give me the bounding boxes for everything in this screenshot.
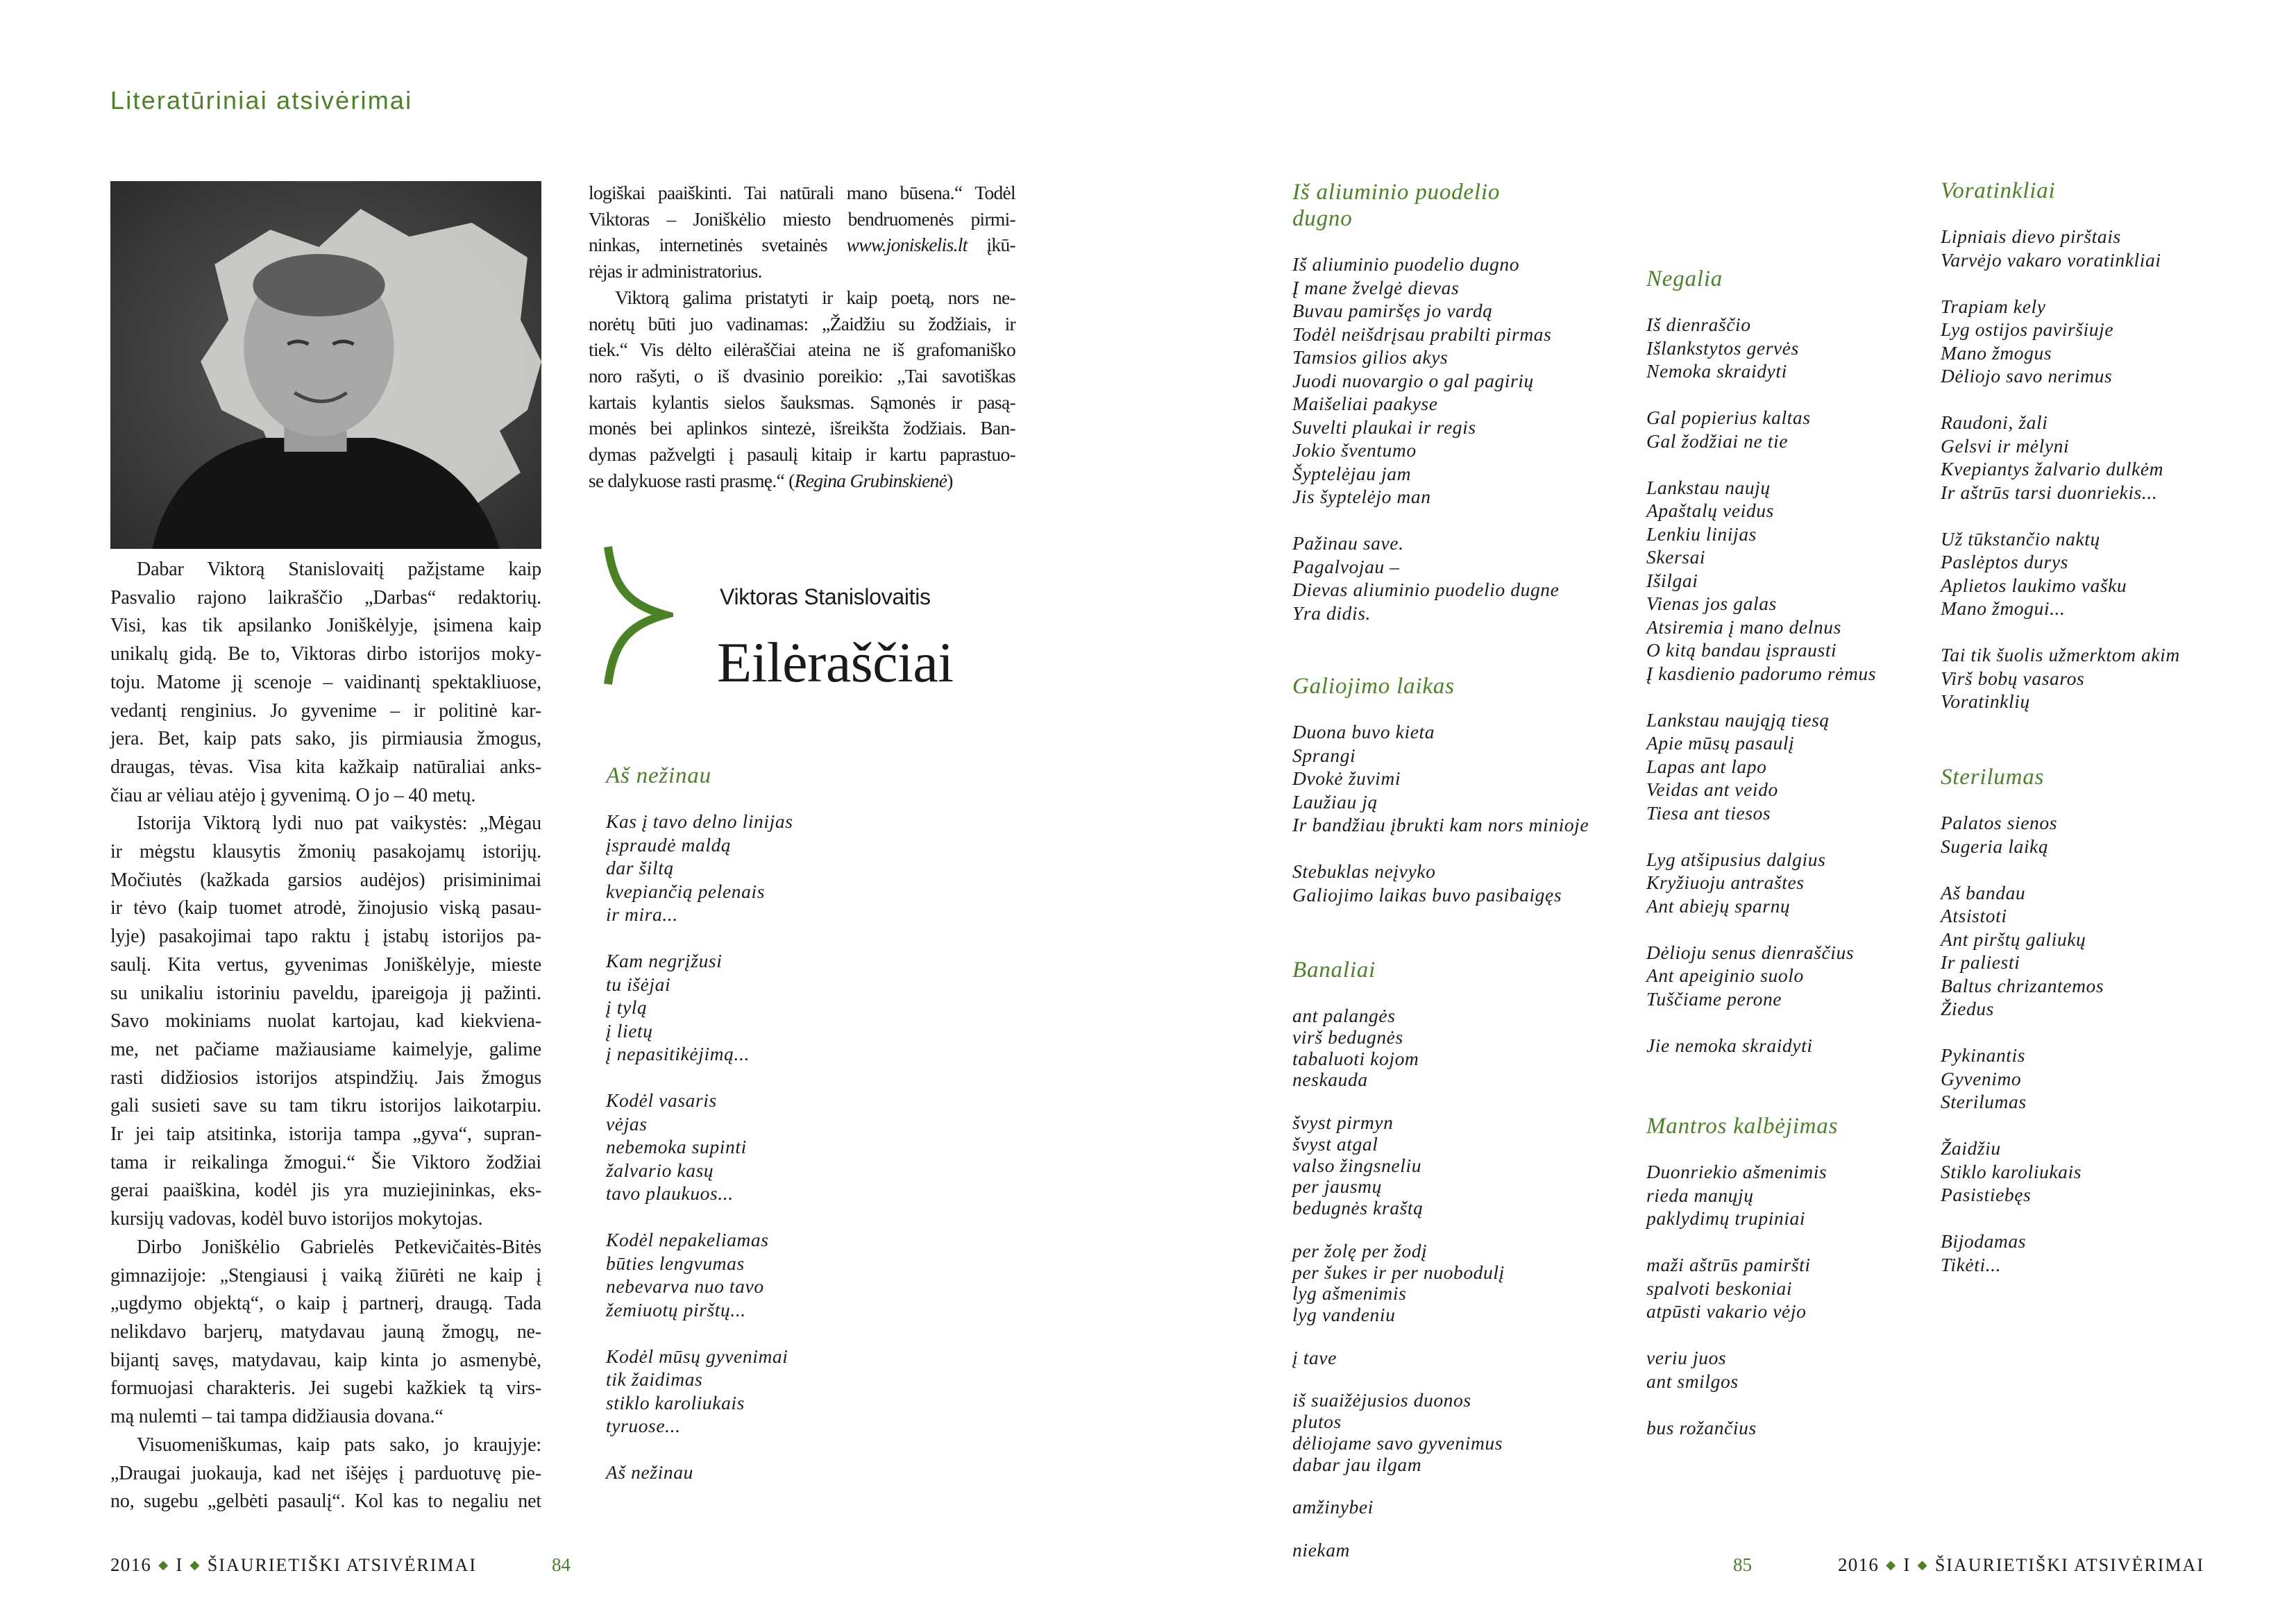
stanza (1941, 881, 2104, 1021)
poem-line: tik žaidimas (606, 1368, 703, 1390)
stanza (1941, 295, 2180, 388)
poem-line: Iš aliuminio puodelio dugno (1292, 253, 1520, 275)
poem (1646, 266, 1876, 1080)
poem-line: Gal žodžiai ne tie (1646, 430, 1789, 452)
text-segment: įkū- (967, 234, 1015, 256)
text-line: vedantį renginius. Jo gyvenime – ir politinė kar- (110, 699, 541, 722)
poem-line: spalvoti beskoniai (1646, 1277, 1793, 1299)
poem-line: Trapiam kely (1941, 295, 2046, 317)
stanza (1292, 1112, 1505, 1219)
text-line: jera. Bet, kaip pats sako, jis pirmiausia žmogus, (110, 728, 541, 750)
text-line: Dabar Viktorą Stanislovaitį pažįstame kaip (137, 559, 541, 580)
stanza (606, 1228, 793, 1321)
poem-line: Yra didis. (1292, 602, 1371, 624)
stanza (1646, 406, 1876, 452)
text-line (589, 468, 1015, 494)
footer-publication: ŠIAURIETIŠKI ATSIVĖRIMAI (207, 1555, 477, 1575)
poem-line: Žiedus (1941, 998, 1994, 1019)
poem-line: tyruose... (606, 1415, 681, 1436)
green-bracket-icon (604, 545, 673, 686)
poem-line: Varvėjo vakaro voratinkliai (1941, 248, 2161, 271)
poem (1292, 673, 1589, 930)
intro-column-2 (589, 180, 1015, 493)
text-line: nelikdavo barjerų, matydavau jauną žmogų, ne- (110, 1320, 541, 1343)
text-line: Savo mokiniams nuolat kartojau, kad kiekviena- (110, 1010, 541, 1033)
poem-line: Apaštalų veidus (1646, 500, 1774, 521)
poem-line: Paslėptos durys (1941, 551, 2068, 572)
poem-title: Banaliai (1292, 958, 1376, 983)
stanza (1941, 1230, 2104, 1276)
text-line: me, net pačiame mažiausiame kaimelyje, galime (110, 1038, 541, 1060)
poem-line: dar šiltą (606, 857, 674, 878)
poem-line: Jis šyptelėjo man (1292, 486, 1431, 507)
poem-line: valso žingsneliu (1292, 1154, 1422, 1176)
text-line: gerai paaiškina, kodėl jis yra muziejininkas, eks- (110, 1180, 541, 1202)
poem-line: į tylą (606, 996, 648, 1018)
poem-line: Kryžiuoju antraštes (1646, 872, 1805, 893)
text-line: su unikaliu istoriniu paveldu, įpareigoja jį pažinti. (110, 982, 541, 1004)
poem-line: niekam (1292, 1538, 1351, 1561)
poem-line: Lenkiu linijas (1646, 522, 1757, 545)
poem-line: Dėlioju senus dienraščius (1646, 941, 1855, 963)
paragraph (110, 1431, 541, 1516)
text-line: Dirbo Joniškėlio Gabrielės Petkevičaitės-Bitės (137, 1236, 541, 1258)
poem-line: Pagalvojau – (1292, 555, 1400, 577)
poem-line: Išlankstytos gervės (1646, 337, 1799, 359)
stanza (606, 1089, 793, 1205)
stanza (1292, 1348, 1505, 1369)
poem-line: Gal popierius kaltas (1646, 407, 1811, 428)
poem-line: Kvepiantys žalvario dulkėm (1941, 458, 2164, 479)
footer-issue: I (1903, 1554, 1911, 1575)
section-title: Literatūriniai atsivėrimai (110, 86, 413, 114)
poem-line: Lankstau naująją tiesą (1646, 708, 1830, 731)
poem-title: Negalia (1646, 266, 1723, 291)
poem-line: ant palangės (1292, 1005, 1396, 1026)
diamond-icon: ◆ (158, 1558, 169, 1572)
poem-line: Išilgai (1646, 569, 1698, 591)
poem-title: Iš aliuminio puodelio dugno (1292, 180, 1501, 231)
poem-line: Ir bandžiau įbrukti kam nors minioje (1292, 814, 1589, 835)
stanza (1646, 476, 1876, 686)
stanza (1646, 1253, 1838, 1323)
poem-line: Lipniais dievo pirštais (1941, 226, 2121, 247)
poem (1941, 178, 2180, 736)
intro-column-1 (110, 556, 541, 1516)
stanza (1292, 720, 1589, 837)
poem-title: Aš nežinau (606, 763, 711, 788)
text-line: Visi, kas tik apsilanko Joniškėlyje, įsimena kaip (110, 615, 541, 637)
poem-line: Ir aštrūs tarsi duonriekis... (1941, 481, 2158, 503)
stanza (1646, 708, 1876, 825)
poem-line: Lyg ostijos paviršiuje (1941, 318, 2114, 340)
text-line: Pasvalio rajono laikraščio „Darbas“ redaktorių. (110, 586, 541, 609)
poem-line: tavo plaukuos... (606, 1182, 734, 1204)
poem-line: Skersai (1646, 546, 1706, 568)
text-line: noro rašyti, o iš dvasinio poreikio: „Tai savotiškas (589, 364, 1015, 386)
poem-line: Nemoka skraidyti (1646, 360, 1787, 382)
poem-line: Todėl neišdrįsau prabilti pirmas (1292, 323, 1552, 345)
poem-line: per jausmų (1292, 1175, 1382, 1198)
text-line: unikalų gidą. Be to, Viktoras dirbo istorijos moky- (110, 643, 541, 665)
paragraph (589, 180, 1015, 284)
poem-line: į tave (1292, 1346, 1337, 1368)
diamond-icon: ◆ (189, 1558, 201, 1572)
stanza (1646, 941, 1876, 1011)
poem-line: Apie mūsų pasaulį (1646, 732, 1795, 754)
text-line: bijantį savęs, matydavau, kaip kinta jo asmenybė, (110, 1349, 541, 1371)
text-line: kursijų vadovas, kodėl buvo istorijos mokytojas. (110, 1208, 483, 1230)
poem-line: Juodi nuovargio o gal pagirių (1292, 369, 1534, 391)
poem-line: Pasistiebęs (1941, 1184, 2032, 1205)
footer-publication: ŠIAURIETIŠKI ATSIVĖRIMAI (1934, 1555, 2204, 1575)
stanza (1646, 848, 1876, 918)
stanza (1941, 1044, 2104, 1114)
poem-line: vėjas (606, 1112, 648, 1135)
poem-line: Duona buvo kieta (1292, 721, 1435, 742)
stanza (1292, 860, 1589, 906)
poem-line: Į mane žvelgė dievas (1292, 276, 1460, 298)
poem-line: Jie nemoka skraidyti (1646, 1034, 1813, 1056)
poem-line: įspraudė maldą (606, 833, 732, 856)
poem-line: Palatos sienos (1941, 812, 2058, 833)
text-line: rasti didžiosios istorijos atspindžių. Jais žmogus (110, 1067, 541, 1089)
poem-line: lyg vandeniu (1292, 1304, 1396, 1326)
text-line: dymas pažvelgti į pasaulį kitaip ir kartu paprastuo- (589, 443, 1015, 466)
poem-line: Kodėl vasaris (606, 1089, 717, 1111)
text-line: Viktorą galima pristatyti ir kaip poetą, nors ne- (615, 286, 1015, 308)
poem-line: Kam negrįžusi (606, 950, 723, 971)
poem-line: iš suaižėjusios duonos (1292, 1389, 1471, 1411)
poem-line: Atsiremia į mano delnus (1646, 615, 1841, 638)
poem (1292, 179, 1560, 648)
italic-text: Regina Grubinskienė (794, 469, 947, 491)
poem-line: Kas į tavo delno linijas (606, 810, 793, 832)
poem-title: Mantros kalbėjimas (1646, 1114, 1839, 1139)
poem-line: Į kasdienio padorumo rėmus (1646, 662, 1877, 684)
poem-line: Jokio šventumo (1292, 439, 1417, 461)
text-line: Visuomeniškumas, kaip pats sako, jo kraujyje: (137, 1434, 541, 1456)
poem-line: Dievas aliuminio puodelio dugne (1292, 579, 1560, 600)
footer-issue: I (176, 1554, 183, 1575)
text-line (589, 232, 1015, 258)
poem-title: Galiojimo laikas (1292, 674, 1455, 699)
poem-line: Veidas ant veido (1646, 779, 1778, 800)
poem-line: būties lengvumas (606, 1252, 745, 1274)
poem-line: Ir paliesti (1941, 951, 2020, 973)
stanza (1646, 1416, 1838, 1440)
stanza (1292, 1390, 1505, 1475)
text-line: logiškai paaiškinti. Tai natūrali mano būsena.“ Todėl (589, 182, 1015, 203)
poem-line: Aš bandau (1941, 881, 2026, 903)
text-segment: se dalykuose rasti prasmę.“ ( (589, 469, 795, 491)
poem-line: Maišeliai paakyse (1292, 393, 1438, 414)
text-line: Ir jei taip atsitinka, istorija tampa „gyva“, supran- (110, 1123, 541, 1146)
text-line: ir tėvo (kaip tuomet atrodė, žinojusio viską pasau- (110, 897, 541, 919)
poem-line: į lietų (606, 1019, 653, 1042)
poem-line: nebemoka supinti (606, 1136, 747, 1157)
poem-line: Gyvenimo (1941, 1067, 2022, 1089)
italic-text: www.joniskelis.lt (846, 234, 968, 256)
poem-line: Laužiau ją (1292, 790, 1378, 813)
stanza (606, 1461, 793, 1484)
poem-line: Baltus chrizantemos (1941, 974, 2104, 996)
paragraph (110, 1234, 541, 1431)
poem-line: Gelsvi ir mėlyni (1941, 434, 2070, 457)
paragraph (589, 284, 1015, 494)
poem-line: nebevarva nuo tavo (606, 1275, 764, 1297)
stanza (1941, 1137, 2104, 1207)
poem-line: Tuščiame perone (1646, 987, 1782, 1010)
poem-line: Šyptelėjau jam (1292, 462, 1412, 484)
text-line: Istorija Viktorą lydi nuo pat vaikystės: „Mėgau (137, 813, 541, 835)
poem-line: Dvokė žuvimi (1292, 767, 1401, 789)
text-segment: ninkas, internetinės svetainės (589, 234, 847, 256)
page-number-left: 84 (552, 1554, 571, 1575)
poem-line: Buvau pamiršęs jo vardą (1292, 300, 1493, 321)
stanza (1292, 1241, 1505, 1326)
poem-line: Stebuklas neįvyko (1292, 860, 1436, 882)
poem-line: bedugnės kraštą (1292, 1197, 1424, 1219)
poem-line: Suvelti plaukai ir regis (1292, 416, 1476, 438)
poem-line: Kodėl nepakeliamas (606, 1229, 769, 1250)
poem-line: į nepasitikėjimą... (606, 1043, 750, 1064)
poem-line: Tamsios gilios akys (1292, 346, 1449, 368)
stanza (606, 949, 793, 1066)
text-line: lyje) pasakojimai tapo raktu į įstabų istorijos pa- (110, 926, 541, 948)
poem (606, 763, 793, 1507)
paragraph (110, 810, 541, 1234)
text-line: „Draugai juokauja, kad net išėjęs į parduotuvę pie- (110, 1462, 541, 1484)
poem-line: ir mira... (606, 903, 678, 925)
poem-line: O kitą bandau įsprausti (1646, 639, 1837, 661)
stanza (1292, 1540, 1505, 1561)
poem-line: tu išėjai (606, 973, 671, 995)
poem-line: Lankstau naujų (1646, 476, 1771, 498)
text-line: norėtų būti juo vadinamas: „Žaidžiu su žodžiais, ir (589, 312, 1015, 334)
poem-line: Ant abiejų sparnų (1646, 894, 1791, 917)
text-line: toju. Matome jį scenoje – vaidinantį spektakliuose, (110, 671, 541, 693)
footer-right (1838, 1554, 2204, 1576)
poem-line: Žaidžiu (1941, 1137, 2001, 1159)
text-line: ir mėgstu klausytis žmonių pasakojamų istorijų. (110, 841, 541, 863)
poem-line: žalvario kasų (606, 1159, 714, 1181)
poem-line: veriu juos (1646, 1347, 1727, 1368)
stanza (1941, 527, 2180, 620)
paragraph (110, 556, 541, 810)
poem-line: lyg ašmenimis (1292, 1282, 1407, 1305)
poem-line: Iš dienraščio (1646, 314, 1751, 335)
text-line: kartais kylantis sielos šauksmas. Sąmonės ir pasą- (589, 391, 1015, 413)
poem-line: Virš bobų vasaros (1941, 667, 2085, 689)
text-line: tama ir reikalinga žmogui.“ Šie Viktoro žodžiai (110, 1151, 541, 1173)
text-line: rėjas ir administratorius. (589, 260, 762, 282)
text-line: draugas, tėvas. Visa kita kažkaip natūraliai anks- (110, 756, 541, 778)
poem-line: per žolę per žodį (1292, 1239, 1428, 1261)
portrait-image (110, 181, 541, 549)
stanza (606, 1345, 793, 1438)
footer-year: 2016 (110, 1554, 152, 1575)
poem-line: Aplietos laukimo vašku (1941, 574, 2127, 596)
poem-line: Galiojimo laikas buvo pasibaigęs (1292, 883, 1562, 906)
poem (1646, 1113, 1838, 1463)
poem-line: Vienas jos galas (1646, 593, 1777, 614)
poem-line: Duonriekio ašmenimis (1646, 1161, 1827, 1182)
stanza (1646, 1034, 1876, 1057)
poem-line: Bijodamas (1941, 1230, 2027, 1252)
poem-line: švyst pirmyn (1292, 1111, 1394, 1133)
stanza (1941, 411, 2180, 504)
poet-name: Viktoras Stanislovaitis (720, 584, 931, 609)
poem-line: Sugeria laiką (1941, 835, 2049, 857)
text-line: gali susieti save su tam tikru istorijos laikotarpiu. (110, 1095, 541, 1117)
text-line: mą nulemti – tai tampa didžiausia dovana.“ (110, 1406, 444, 1428)
text-line: no, sugebu „gelbėti pasaulį“. Kol kas to negaliu net (110, 1490, 541, 1513)
poem-line: Lyg atšipusius dalgius (1646, 848, 1826, 870)
poem-line: Aš nežinau (606, 1461, 693, 1483)
poem-line: maži aštrūs pamiršti (1646, 1254, 1811, 1275)
poem-line: paklydimų trupiniai (1646, 1207, 1806, 1229)
poem-line: Dėliojo savo nerimus (1941, 365, 2113, 386)
footer-left (110, 1554, 477, 1576)
text-line: monės bei aplinkos sintezė, išreikšta žodžiais. Ban- (589, 417, 1015, 439)
poem-line: Kodėl mūsų gyvenimai (606, 1345, 788, 1367)
poem-line: dabar jau ilgam (1292, 1453, 1422, 1475)
poem-line: plutos (1292, 1411, 1342, 1433)
poem-line: Pykinantis (1941, 1044, 2026, 1066)
stanza (1941, 643, 2180, 713)
stanza (1646, 1160, 1838, 1230)
poem-line: Mano žmogui... (1941, 597, 2066, 619)
text-line: gimnazijoje: „Stengiausi į vaiką žiūrėti ne kaip į (110, 1264, 541, 1286)
stanza (1292, 1497, 1505, 1518)
poem-line: bus rožančius (1646, 1416, 1757, 1438)
poem-line: virš bedugnės (1292, 1026, 1403, 1048)
poem-line: dėliojame savo gyvenimus (1292, 1431, 1503, 1454)
poem-line: Mano žmogus (1941, 341, 2052, 364)
poem-line: Tikėti... (1941, 1253, 2002, 1275)
poem-line: Lapas ant lapo (1646, 755, 1767, 777)
stanza (1292, 253, 1552, 509)
text-segment: ) (947, 469, 953, 491)
stanza (1941, 811, 2104, 858)
text-line: Močiutės (kažkada garsios audėjos) prisiminimai (110, 869, 541, 891)
poem-title: Sterilumas (1941, 765, 2045, 790)
text-line: formuojasi charakteris. Jei sugebi kažkiek tą virs- (110, 1377, 541, 1400)
poem-line: Už tūkstančio naktų (1941, 527, 2100, 550)
poem-line: amžinybei (1292, 1496, 1374, 1518)
stanza (1292, 532, 1560, 624)
stanza (1292, 1005, 1505, 1091)
poem-line: kvepiančią pelenais (606, 880, 766, 902)
page-number-right: 85 (1733, 1554, 1752, 1575)
diamond-icon: ◆ (1917, 1558, 1928, 1572)
poem-line: atpūsti vakario vėjo (1646, 1300, 1807, 1322)
poem (1941, 764, 2104, 1300)
poem-line: Raudoni, žali (1941, 411, 2048, 433)
footer-year: 2016 (1838, 1554, 1880, 1575)
poems-title: Eilėraščiai (717, 631, 954, 694)
poem-line: Tiesa ant tiesos (1646, 801, 1771, 824)
poem-line: žemiuotų pirštų... (606, 1298, 746, 1320)
stanza (1646, 1346, 1838, 1393)
poem-line: Voratinklių (1941, 690, 2030, 712)
poem-line: ant smilgos (1646, 1370, 1739, 1392)
text-line: Viktoras – Joniškėlio miesto bendruomenės pirmi- (589, 207, 1015, 230)
poem-line: stiklo karoliukais (606, 1391, 745, 1413)
poem-line: Sterilumas (1941, 1091, 2027, 1112)
stanza (606, 810, 793, 926)
poem-line: neskauda (1292, 1069, 1368, 1091)
poem-line: Sprangi (1292, 744, 1356, 766)
poem-line: Tai tik šuolis užmerktom akim (1941, 644, 2180, 665)
text-line: „ugdymo objektą“, o kaip į partnerį, draugą. Tada (110, 1293, 541, 1315)
poem-line: Ant pirštų galiukų (1941, 928, 2086, 950)
poem-line: tabaluoti kojom (1292, 1047, 1419, 1069)
poem-line: Pažinau save. (1292, 532, 1404, 554)
poem (1292, 957, 1505, 1583)
poem-line: rieda manųjų (1646, 1184, 1754, 1206)
poem-line: Stiklo karoliukais (1941, 1160, 2082, 1182)
text-line: saulį. Kita vertus, gyvenimas Joniškėlyje, mieste (110, 953, 541, 976)
diamond-icon: ◆ (1886, 1558, 1897, 1572)
author-portrait-photo (110, 181, 541, 549)
stanza (1646, 313, 1876, 383)
stanza (1941, 225, 2180, 271)
text-line: čiau ar vėliau atėjo į gyvenimą. O jo – 40 metų. (110, 784, 476, 806)
poem-line: švyst atgal (1292, 1132, 1378, 1155)
poem-line: Ant apeiginio suolo (1646, 965, 1804, 986)
poem-line: Atsistoti (1941, 905, 2007, 926)
text-line: tiek.“ Vis dėlto eilėraščiai ateina ne iš grafomaniško (589, 339, 1015, 361)
poem-title: Voratinkliai (1941, 178, 2056, 203)
poem-line: per šukes ir per nuobodulį (1292, 1261, 1505, 1283)
